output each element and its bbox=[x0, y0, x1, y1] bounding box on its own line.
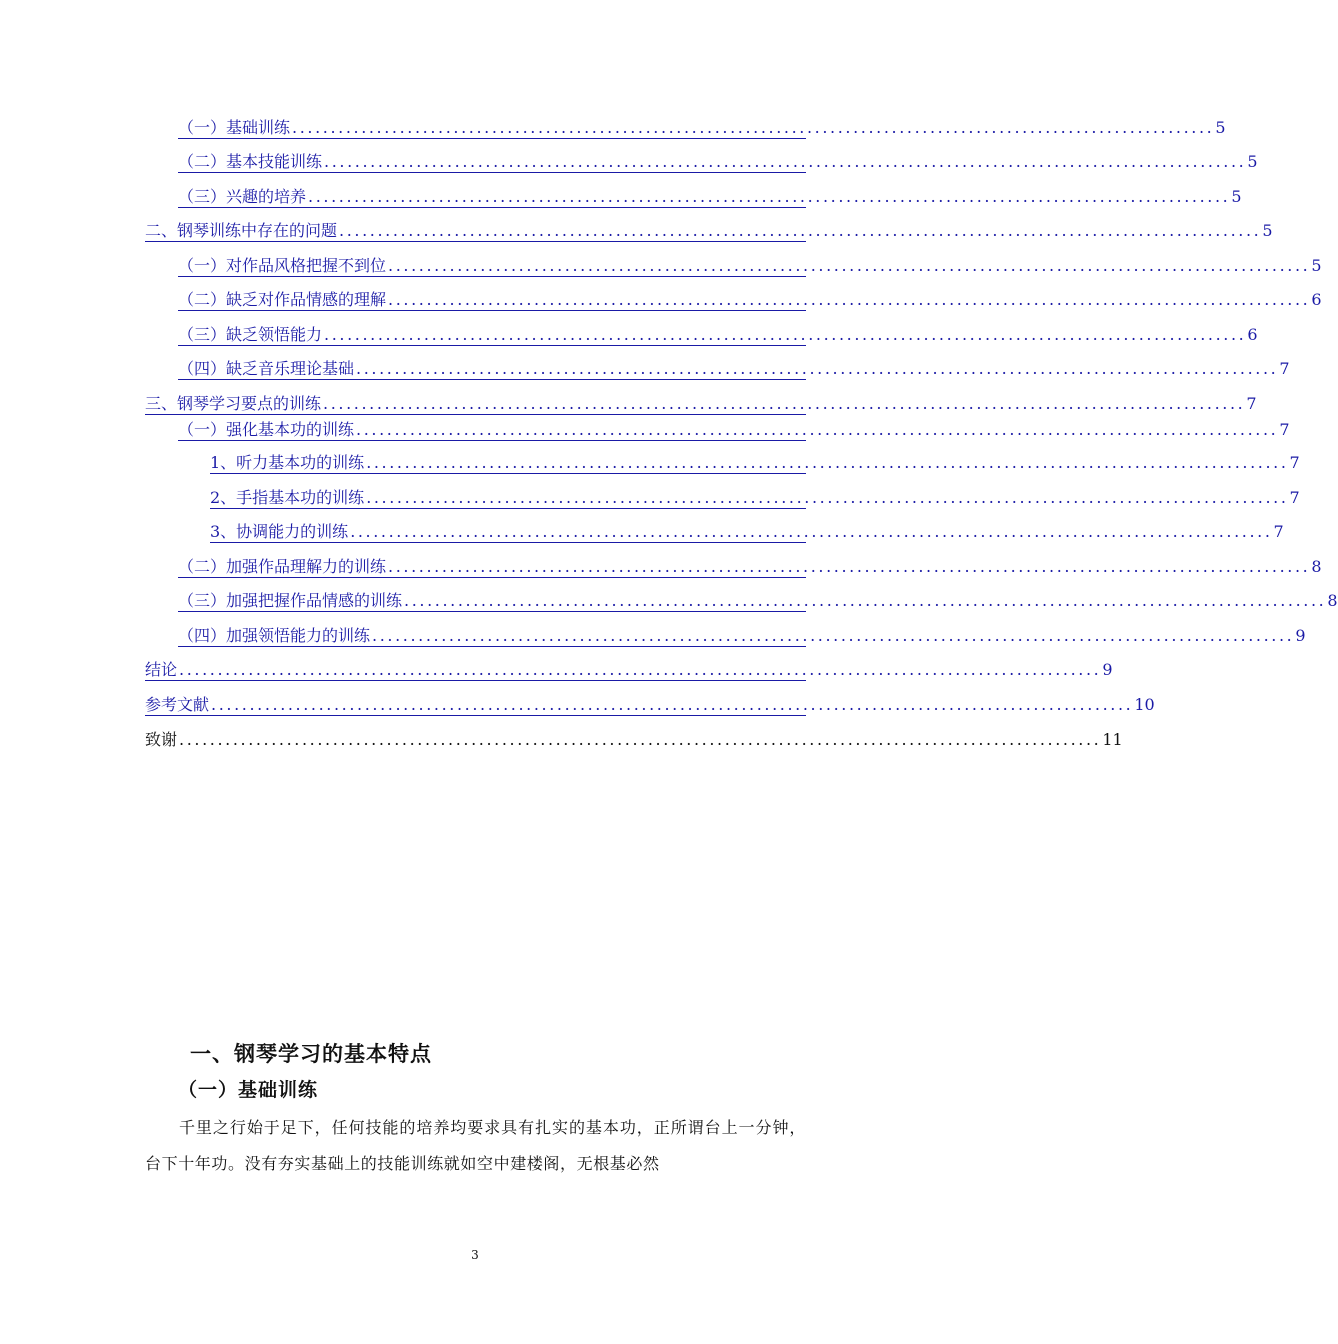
toc-entry[interactable] bbox=[178, 290, 1322, 311]
toc-dot-leader: ........................................................................................................................ bbox=[388, 557, 1311, 576]
toc-entry[interactable] bbox=[178, 187, 1242, 208]
toc-entry[interactable] bbox=[178, 420, 1290, 441]
toc-entry-label: 三、钢琴学习要点的训练 bbox=[145, 394, 322, 413]
toc-dot-leader: ........................................................................................................................ bbox=[404, 591, 1327, 610]
toc-entry[interactable] bbox=[145, 221, 1273, 242]
toc-entry[interactable] bbox=[145, 695, 1155, 716]
toc-entry[interactable] bbox=[178, 591, 1338, 612]
toc-dot-leader: ........................................................................................................................ bbox=[372, 626, 1295, 645]
toc-entry-label: （三）缺乏领悟能力 bbox=[178, 325, 323, 344]
toc-entry-page: 9 bbox=[1295, 626, 1306, 645]
toc-entry-page: 7 bbox=[1246, 394, 1257, 413]
toc-entry-page: 8 bbox=[1311, 557, 1322, 576]
toc-entry-label: （二）缺乏对作品情感的理解 bbox=[178, 290, 387, 309]
toc-dot-leader: ........................................................................................................................ bbox=[366, 488, 1289, 507]
toc-entry-page: 7 bbox=[1279, 420, 1290, 439]
toc-dot-leader: ........................................................................................................................ bbox=[324, 325, 1247, 344]
toc-entry-label: （四）加强领悟能力的训练 bbox=[178, 626, 371, 645]
subsection-heading: （一）基础训练 bbox=[178, 1079, 319, 1101]
toc-dot-leader: ........................................................................................................................ bbox=[211, 695, 1134, 714]
toc-entry[interactable] bbox=[178, 118, 1226, 139]
toc-entry-page: 7 bbox=[1289, 488, 1300, 507]
toc-dot-leader: ........................................................................................................................ bbox=[179, 730, 1102, 749]
toc-entry[interactable] bbox=[178, 152, 1258, 173]
toc-entry[interactable] bbox=[145, 660, 1113, 681]
toc-dot-leader: ........................................................................................................................ bbox=[308, 187, 1231, 206]
toc-entry-page: 10 bbox=[1134, 695, 1155, 714]
toc-entry[interactable] bbox=[178, 359, 1290, 380]
toc-dot-leader: ........................................................................................................................ bbox=[292, 118, 1215, 137]
toc-dot-leader: ........................................................................................................................ bbox=[324, 152, 1247, 171]
toc-entry-label: 结论 bbox=[145, 660, 178, 679]
toc-entry-page: 6 bbox=[1247, 325, 1258, 344]
toc-entry[interactable] bbox=[210, 488, 1300, 509]
toc-dot-leader: ........................................................................................................................ bbox=[356, 359, 1279, 378]
toc-dot-leader: ........................................................................................................................ bbox=[350, 522, 1273, 541]
toc-entry-label: 2、手指基本功的训练 bbox=[210, 488, 365, 507]
toc-dot-leader: ........................................................................................................................ bbox=[388, 256, 1311, 275]
toc-entry-page: 5 bbox=[1311, 256, 1322, 275]
toc-entry[interactable] bbox=[145, 394, 1257, 415]
toc-entry[interactable] bbox=[178, 626, 1306, 647]
toc-entry[interactable] bbox=[178, 557, 1322, 578]
toc-entry-page: 5 bbox=[1262, 221, 1273, 240]
toc-dot-leader: ........................................................................................................................ bbox=[366, 453, 1289, 472]
toc-entry[interactable] bbox=[178, 256, 1322, 277]
toc-entry-label: 3、协调能力的训练 bbox=[210, 522, 349, 541]
toc-entry-label: （一）对作品风格把握不到位 bbox=[178, 256, 387, 275]
toc-entry-label: 二、钢琴训练中存在的问题 bbox=[145, 221, 338, 240]
toc-entry-page: 7 bbox=[1289, 453, 1300, 472]
toc-entry-page: 5 bbox=[1231, 187, 1242, 206]
toc-entry-label: （一）强化基本功的训练 bbox=[178, 420, 355, 439]
toc-entry-label: 参考文献 bbox=[145, 695, 210, 714]
toc-entry-label: （二）加强作品理解力的训练 bbox=[178, 557, 387, 576]
toc-dot-leader: ........................................................................................................................ bbox=[339, 221, 1262, 240]
toc-dot-leader: ........................................................................................................................ bbox=[323, 394, 1246, 413]
toc-entry-label: （四）缺乏音乐理论基础 bbox=[178, 359, 355, 378]
toc-dot-leader: ........................................................................................................................ bbox=[179, 660, 1102, 679]
toc-entry-page: 5 bbox=[1247, 152, 1258, 171]
page-number: 3 bbox=[471, 1248, 479, 1262]
toc-dot-leader: ........................................................................................................................ bbox=[356, 420, 1279, 439]
toc-entry-page: 5 bbox=[1215, 118, 1226, 137]
toc-entry-label: 1、听力基本功的训练 bbox=[210, 453, 365, 472]
toc-entry-label: （三）兴趣的培养 bbox=[178, 187, 307, 206]
toc-entry-page: 9 bbox=[1102, 660, 1113, 679]
toc-entry-label: （一）基础训练 bbox=[178, 118, 291, 137]
toc-dot-leader: ........................................................................................................................ bbox=[388, 290, 1311, 309]
toc-entry bbox=[145, 730, 1123, 750]
toc-entry-page: 6 bbox=[1311, 290, 1322, 309]
body-paragraph: 千里之行始于足下，任何技能的培养均要求具有扎实的基本功，正所谓台上一分钟，台下十年功。没有夯实基础上的技能训练就如空中建楼阁，无根基必然 bbox=[145, 1118, 806, 1173]
toc-entry-label: （三）加强把握作品情感的训练 bbox=[178, 591, 403, 610]
toc-entry-label: （二）基本技能训练 bbox=[178, 152, 323, 171]
toc-entry[interactable] bbox=[178, 325, 1258, 346]
toc-entry-page: 11 bbox=[1102, 730, 1123, 749]
toc-entry-page: 7 bbox=[1273, 522, 1284, 541]
toc-entry-page: 8 bbox=[1327, 591, 1338, 610]
toc-entry-page: 7 bbox=[1279, 359, 1290, 378]
section-heading: 一、钢琴学习的基本特点 bbox=[190, 1042, 432, 1066]
toc-entry[interactable] bbox=[210, 522, 1284, 543]
toc-entry-label: 致谢 bbox=[145, 730, 178, 749]
toc-entry[interactable] bbox=[210, 453, 1300, 474]
